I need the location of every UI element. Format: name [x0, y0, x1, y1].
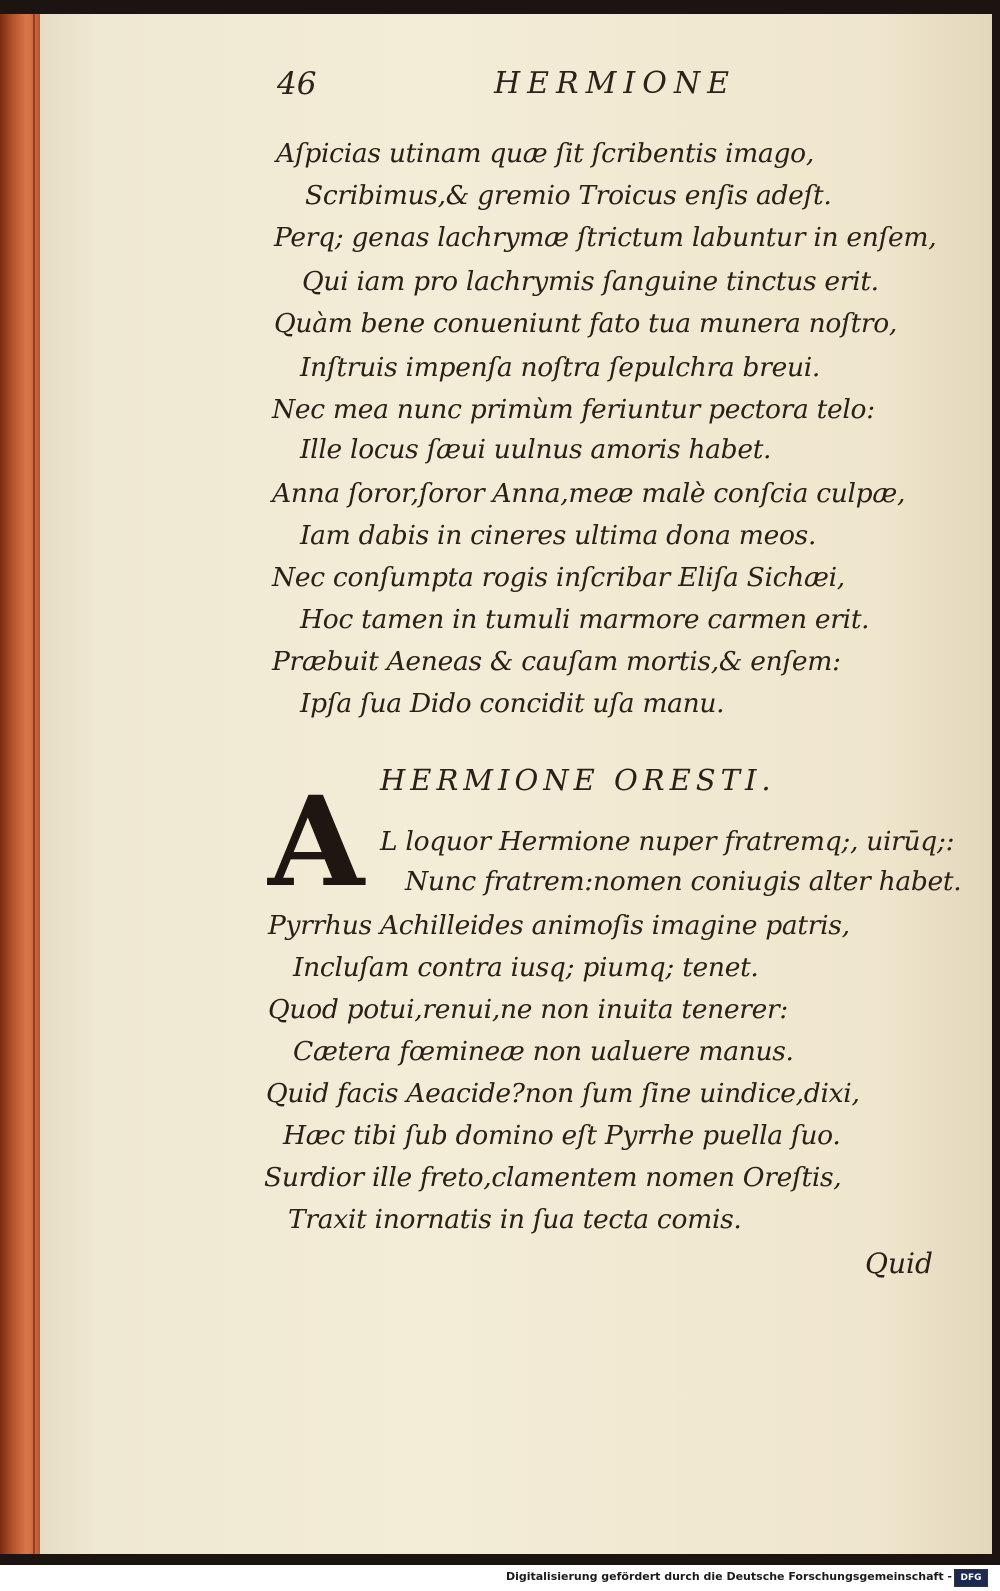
section-title: HERMIONE ORESTI. — [380, 763, 776, 797]
verse-line: Quid facis Aeacide?non ſum ſine uindice,dixi, — [266, 1078, 860, 1109]
verse-line: Cætera fœmineæ non ualuere manus. — [293, 1036, 794, 1067]
verse-line: Præbuit Aeneas & cauſam mortis,& enſem: — [272, 646, 841, 677]
drop-cap: A — [268, 770, 365, 915]
verse-line: Hæc tibi ſub domino eſt Pyrrhe puella ſuo. — [283, 1120, 841, 1151]
verse-line: Nunc fratrem:nomen coniugis alter habet. — [405, 866, 962, 897]
verse-line: Nec mea nunc primùm feriuntur pectora telo: — [272, 394, 875, 425]
verse-line: Traxit inornatis in ſua tecta comis. — [288, 1204, 742, 1235]
verse-line: Inſtruis impenſa noſtra ſepulchra breui. — [300, 352, 821, 383]
verse-line: Quàm bene conueniunt fato tua munera noſtro, — [274, 308, 898, 339]
verse-line: Pyrrhus Achilleides animoſis imagine patris, — [268, 910, 850, 941]
verse-line: Anna ſoror,ſoror Anna,meæ malè conſcia culpæ, — [272, 478, 906, 509]
verse-line: Ille locus ſæui uulnus amoris habet. — [300, 434, 772, 465]
verse-line: Perq; genas lachrymæ ſtrictum labuntur in enſem, — [274, 222, 937, 253]
bleed-through-text — [882, 104, 992, 1284]
verse-line: Quod potui,renui,ne non inuita tenerer: — [268, 994, 789, 1025]
verse-line: Aſpicias utinam quæ ſit ſcribentis imago, — [276, 138, 814, 169]
verse-line: Iam dabis in cineres ultima dona meos. — [300, 520, 817, 551]
book-edge-line — [33, 14, 35, 1554]
verse-line: Incluſam contra iusq; piumq; tenet. — [293, 952, 759, 983]
digitization-footer — [0, 1565, 1000, 1591]
verse-line: Hoc tamen in tumuli marmore carmen erit. — [300, 604, 870, 635]
catchword: Quid — [865, 1247, 933, 1280]
verse-line: Qui iam pro lachrymis ſanguine tinctus erit. — [302, 266, 879, 297]
book-edge — [0, 14, 44, 1554]
verse-line: Nec conſumpta rogis inſcribar Eliſa Sichæi, — [272, 562, 845, 593]
verse-line: Surdior ille freto,clamentem nomen Oreſtis, — [264, 1162, 842, 1193]
verse-line: Ipſa ſua Dido concidit uſa manu. — [300, 688, 725, 719]
verse-line: Scribimus,& gremio Troicus enſis adeſt. — [305, 180, 832, 211]
page-number: 46 — [277, 66, 317, 102]
running-title: HERMIONE — [494, 66, 736, 101]
verse-line: L loquor Hermione nuper fratremq;, uirūq;: — [380, 826, 955, 857]
page-header — [0, 66, 1000, 106]
footer-credit: Digitalisierung gefördert durch die Deutsche Forschungsgemeinschaft - — [505, 1570, 952, 1583]
dfg-logo: DFG — [954, 1569, 988, 1587]
